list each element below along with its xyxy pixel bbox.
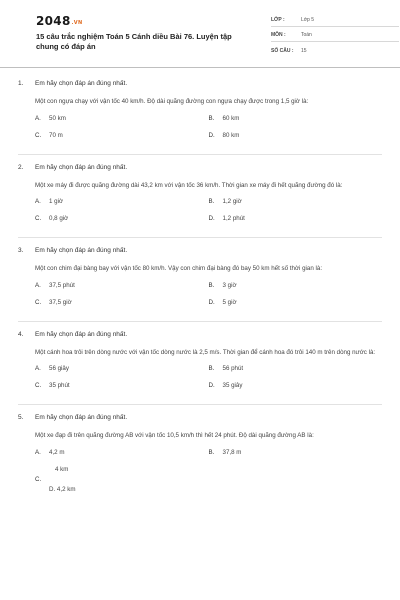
question-text: Một con ngựa chạy với vận tốc 40 km/h. Độ dài quãng đường con ngựa chạy được trong 1,5 giờ là:: [35, 98, 309, 105]
option-text: 35 phút: [49, 382, 70, 389]
option-text: 80 km: [222, 131, 240, 139]
option-text: 4 km: [55, 465, 69, 473]
question-instruction: Em hãy chọn đáp án đúng nhất.: [35, 414, 128, 421]
meta-value: Toán: [301, 32, 312, 38]
answer-options: [35, 282, 382, 316]
question-number: 1.: [18, 80, 24, 87]
header-divider: [0, 67, 400, 68]
logo-sub: .VN: [71, 20, 83, 26]
option-letter: B.: [208, 365, 215, 372]
option-letter: C.: [35, 215, 42, 222]
option-c[interactable]: [35, 215, 209, 232]
option-c[interactable]: [35, 382, 209, 399]
option-text: 37,5 giờ: [49, 298, 72, 306]
option-text: 37,5 phút: [49, 281, 75, 289]
option-text: 4,2 m: [49, 448, 65, 456]
question-number: 2.: [18, 163, 24, 171]
meta-row-grade: [271, 14, 399, 27]
option-letter: C.: [35, 475, 42, 483]
question-separator: [18, 321, 382, 322]
page-title: 15 câu trắc nghiệm Toán 5 Cánh diều Bài 76. Luyện tập chung có đáp án: [36, 32, 232, 51]
question-instruction: Em hãy chọn đáp án đúng nhất.: [35, 247, 128, 254]
option-a[interactable]: [35, 282, 209, 299]
option-letter: A.: [35, 198, 41, 205]
option-b[interactable]: [209, 449, 383, 466]
option-b[interactable]: [209, 115, 383, 132]
option-text: 56 phút: [222, 365, 244, 372]
option-text: 37,8 m: [222, 448, 242, 456]
option-b[interactable]: [209, 198, 383, 215]
option-b[interactable]: [209, 365, 383, 382]
option-letter: B.: [208, 114, 215, 122]
option-letter: C.: [35, 131, 42, 139]
question-number: 4.: [18, 330, 24, 338]
option-text: 1 giờ: [49, 198, 64, 205]
question-1: [18, 80, 382, 155]
option-letter: C.: [35, 298, 42, 306]
option-text: 3 giờ: [222, 281, 237, 289]
question-text: Một xe máy đi được quãng đường dài 43,2 km với vận tốc 36 km/h. Thời gian xe máy đi hết quãng đường đó là:: [35, 181, 343, 189]
question-5: [18, 414, 382, 496]
option-text: 0,8 giờ: [49, 215, 69, 222]
meta-value: 15: [301, 47, 307, 54]
option-letter: D.: [208, 382, 215, 389]
option-text: 56 giây: [49, 365, 69, 372]
option-text: 1,2 giờ: [222, 198, 242, 205]
option-letter: A.: [35, 281, 41, 289]
question-separator: [18, 404, 382, 405]
option-d[interactable]: [49, 486, 382, 496]
question-text: Một cánh hoa trôi trên dòng nước với vận tốc dòng nước là 2,5 m/s. Thời gian để cánh hoa đó trôi 140 m trên dòng nước là:: [35, 348, 376, 356]
option-letter: D.: [208, 131, 215, 139]
option-letter: A.: [35, 448, 41, 456]
option-letter: C.: [35, 382, 42, 389]
meta-label: SỐ CÂU :: [271, 47, 294, 54]
option-b[interactable]: [209, 282, 383, 299]
question-instruction: Em hãy chọn đáp án đúng nhất.: [35, 80, 128, 87]
answer-options: [35, 449, 382, 466]
option-letter: B.: [208, 281, 215, 289]
option-letter: D.: [208, 215, 215, 222]
answer-options: [35, 198, 382, 232]
option-a[interactable]: [35, 198, 209, 215]
meta-row-subject: [271, 29, 399, 42]
option-c[interactable]: [35, 299, 209, 316]
question-separator: [18, 154, 382, 155]
option-d[interactable]: [209, 215, 383, 232]
meta-row-count: [271, 44, 399, 57]
answer-options: [35, 365, 382, 399]
answer-options: [35, 115, 382, 149]
option-text: 5 giờ: [222, 298, 237, 306]
logo-main: 2048: [36, 14, 71, 28]
question-separator: [18, 237, 382, 238]
option-d[interactable]: [209, 132, 383, 149]
option-text: D. 4,2 km: [49, 485, 76, 493]
question-3: [18, 247, 382, 322]
option-text: 35 giây: [222, 382, 243, 389]
question-instruction: Em hãy chọn đáp án đúng nhất.: [35, 163, 128, 171]
question-list: [18, 80, 382, 496]
option-d[interactable]: [209, 382, 383, 399]
option-a[interactable]: [35, 115, 209, 132]
question-text: Một con chim đại bàng bay với vận tốc 80 km/h. Vậy con chim đại bàng đó bay 50 km hết số thời gian là:: [35, 265, 323, 272]
page-header: [18, 0, 382, 68]
option-letter: A.: [35, 365, 41, 372]
question-4: [18, 331, 382, 406]
option-text: 60 km: [222, 114, 240, 122]
question-number: 5.: [18, 414, 24, 421]
meta-info: [271, 14, 399, 59]
option-d[interactable]: [209, 299, 383, 316]
option-letter: B.: [208, 448, 215, 456]
site-logo[interactable]: [36, 14, 82, 28]
option-a[interactable]: [35, 449, 209, 466]
question-instruction: Em hãy chọn đáp án đúng nhất.: [35, 330, 128, 338]
question-2: [18, 164, 382, 239]
option-c[interactable]: [35, 466, 382, 486]
option-letter: A.: [35, 114, 41, 122]
option-text: 50 km: [49, 114, 66, 122]
option-letter: D.: [208, 298, 215, 306]
option-letter: B.: [208, 198, 215, 205]
option-text: 70 m: [49, 131, 63, 139]
option-text: 1,2 phút: [222, 215, 245, 222]
meta-value: Lớp 5: [301, 17, 315, 23]
meta-label: LỚP :: [271, 17, 285, 23]
meta-label: MÔN :: [271, 32, 286, 38]
question-number: 3.: [18, 247, 24, 254]
option-a[interactable]: [35, 365, 209, 382]
option-c[interactable]: [35, 132, 209, 149]
question-text: Một xe đạp đi trên quãng đường AB với vận tốc 10,5 km/h thì hết 24 phút. Độ dài quãng đường AB là:: [35, 432, 314, 439]
